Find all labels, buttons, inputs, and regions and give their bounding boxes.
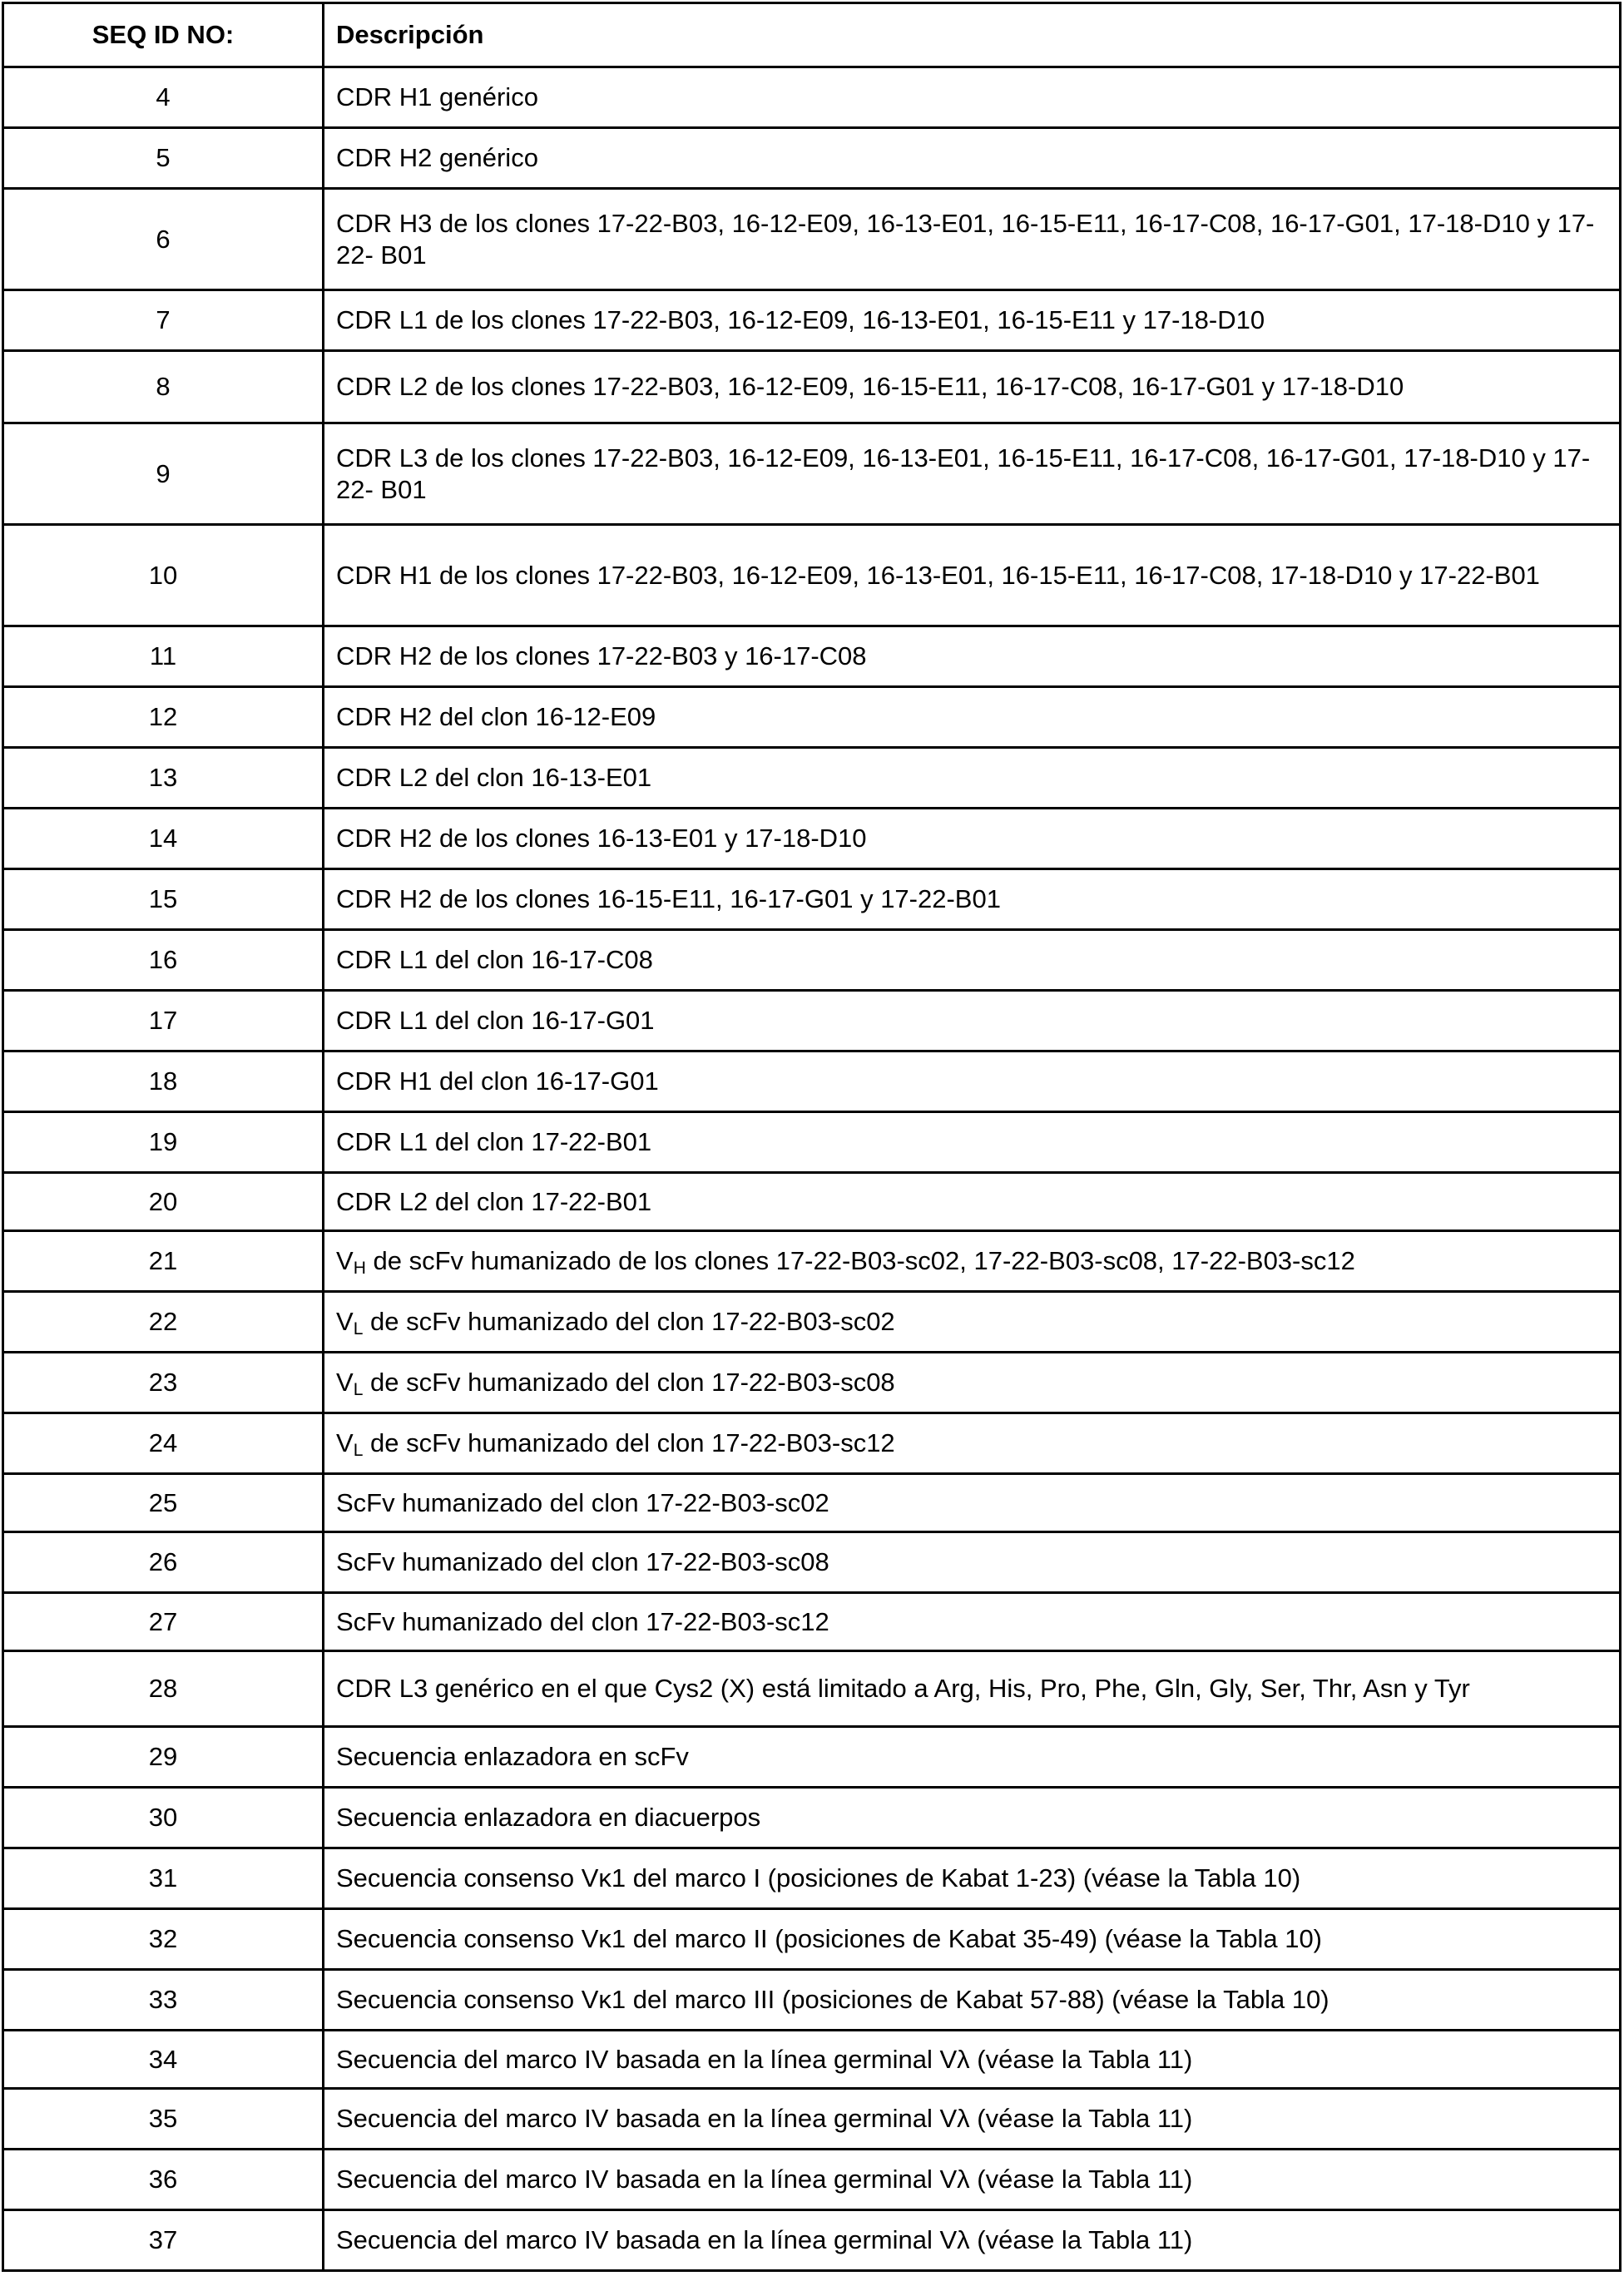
description-cell (324, 1532, 1621, 1593)
seq-id-cell: 28 (3, 1651, 324, 1727)
desc-text: CDR L3 genérico en el que Cys2 (X) está limitado a Arg, His, Pro, Phe, Gln, Gly, Ser, Thr, Asn y Tyr (336, 1674, 1470, 1703)
description-cell (324, 2031, 1621, 2089)
table-row (3, 128, 1621, 189)
seq-id-cell: 29 (3, 1727, 324, 1788)
table-row (3, 290, 1621, 351)
desc-text: Secuencia del marco IV basada en la línea germinal Vλ (véase la Tabla 11) (336, 2225, 1192, 2254)
table-row (3, 423, 1621, 525)
description-cell (324, 67, 1621, 128)
seq-id-cell: 26 (3, 1532, 324, 1593)
desc-text: CDR H2 de los clones 17-22-B03 y 16-17-C08 (336, 641, 867, 670)
desc-text: CDR L1 del clon 17-22-B01 (336, 1127, 651, 1156)
table-row (3, 351, 1621, 423)
table-row (3, 1353, 1621, 1413)
description-cell (324, 748, 1621, 809)
description-cell (324, 525, 1621, 626)
table-row (3, 1970, 1621, 2031)
seq-id-cell: 12 (3, 687, 324, 748)
seq-id-cell: 24 (3, 1413, 324, 1474)
description-cell (324, 1909, 1621, 1970)
desc-text: CDR L1 de los clones 17-22-B03, 16-12-E09, 16-13-E01, 16-15-E11 y 17-18-D10 (336, 305, 1265, 334)
description-cell (324, 869, 1621, 930)
seq-id-cell: 15 (3, 869, 324, 930)
description-cell (324, 809, 1621, 869)
description-cell (324, 1788, 1621, 1848)
seq-id-cell: 37 (3, 2210, 324, 2271)
desc-text: CDR H2 de los clones 16-15-E11, 16-17-G01 y 17-22-B01 (336, 884, 1001, 913)
description-cell (324, 1474, 1621, 1532)
table-row (3, 1413, 1621, 1474)
description-cell (324, 1051, 1621, 1112)
description-cell (324, 2089, 1621, 2150)
seq-id-cell: 16 (3, 930, 324, 991)
seq-id-cell: 10 (3, 525, 324, 626)
description-cell (324, 1173, 1621, 1231)
seq-id-cell: 5 (3, 128, 324, 189)
seq-id-cell: 7 (3, 290, 324, 351)
seq-id-cell: 27 (3, 1593, 324, 1651)
table-row (3, 991, 1621, 1051)
table-row (3, 2031, 1621, 2089)
desc-subscript: H (354, 1259, 366, 1278)
seq-id-cell: 17 (3, 991, 324, 1051)
desc-text: CDR L2 del clon 16-13-E01 (336, 763, 651, 792)
desc-subscript: L (354, 1380, 364, 1399)
description-cell (324, 290, 1621, 351)
desc-subscript: L (354, 1441, 364, 1460)
description-cell (324, 1231, 1621, 1292)
seq-id-cell: 6 (3, 189, 324, 290)
seq-id-cell: 18 (3, 1051, 324, 1112)
desc-text: Secuencia del marco IV basada en la línea germinal Vλ (véase la Tabla 11) (336, 2104, 1192, 2133)
desc-text: Secuencia enlazadora en diacuerpos (336, 1803, 760, 1832)
table-row (3, 869, 1621, 930)
desc-text: ScFv humanizado del clon 17-22-B03-sc08 (336, 1547, 829, 1576)
seq-id-cell: 23 (3, 1353, 324, 1413)
description-cell (324, 128, 1621, 189)
desc-text: CDR H2 genérico (336, 143, 538, 172)
table-row (3, 687, 1621, 748)
desc-text: CDR L2 de los clones 17-22-B03, 16-12-E09, 16-15-E11, 16-17-C08, 16-17-G01 y 17-18-D10 (336, 372, 1404, 401)
description-cell (324, 351, 1621, 423)
seq-id-cell: 22 (3, 1292, 324, 1353)
description-cell (324, 1112, 1621, 1173)
table-row (3, 1848, 1621, 1909)
description-cell (324, 1353, 1621, 1413)
header-description: Descripción (324, 3, 1621, 67)
table-header-row (3, 3, 1621, 67)
desc-text: Secuencia del marco IV basada en la línea germinal Vλ (véase la Tabla 11) (336, 2165, 1192, 2194)
table-row (3, 1788, 1621, 1848)
description-cell (324, 991, 1621, 1051)
description-cell (324, 1413, 1621, 1474)
description-cell (324, 687, 1621, 748)
desc-text: Secuencia del marco IV basada en la línea germinal Vλ (véase la Tabla 11) (336, 2045, 1192, 2074)
table-row (3, 1051, 1621, 1112)
table-row (3, 1532, 1621, 1593)
description-cell (324, 2150, 1621, 2210)
desc-prefix: V (336, 1428, 354, 1457)
desc-text: Secuencia enlazadora en scFv (336, 1742, 689, 1771)
seq-id-cell: 20 (3, 1173, 324, 1231)
table-row (3, 2210, 1621, 2271)
description-cell (324, 2210, 1621, 2271)
table-row (3, 809, 1621, 869)
table-row (3, 748, 1621, 809)
table-row (3, 525, 1621, 626)
description-cell (324, 1292, 1621, 1353)
desc-text: de scFv humanizado del clon 17-22-B03-sc12 (363, 1428, 894, 1457)
table-row (3, 189, 1621, 290)
seq-id-cell: 33 (3, 1970, 324, 2031)
table-row (3, 1112, 1621, 1173)
desc-prefix: V (336, 1246, 354, 1275)
table-row (3, 626, 1621, 687)
table-row (3, 1727, 1621, 1788)
desc-text: CDR H1 genérico (336, 82, 538, 111)
seq-id-cell: 31 (3, 1848, 324, 1909)
desc-text: de scFv humanizado de los clones 17-22-B03-sc02, 17-22-B03-sc08, 17-22-B03-sc12 (366, 1246, 1355, 1275)
desc-text: de scFv humanizado del clon 17-22-B03-sc08 (363, 1368, 894, 1397)
desc-text: CDR H2 de los clones 16-13-E01 y 17-18-D10 (336, 824, 867, 853)
desc-text: CDR L2 del clon 17-22-B01 (336, 1187, 651, 1216)
seq-id-cell: 34 (3, 2031, 324, 2089)
description-cell (324, 1848, 1621, 1909)
desc-text: ScFv humanizado del clon 17-22-B03-sc02 (336, 1488, 829, 1517)
table-row (3, 1231, 1621, 1292)
table-row (3, 1173, 1621, 1231)
description-cell (324, 189, 1621, 290)
table-row (3, 1593, 1621, 1651)
table-row (3, 1909, 1621, 1970)
description-cell (324, 930, 1621, 991)
seq-id-cell: 25 (3, 1474, 324, 1532)
seq-id-cell: 13 (3, 748, 324, 809)
desc-subscript: L (354, 1319, 364, 1338)
desc-text: ScFv humanizado del clon 17-22-B03-sc12 (336, 1607, 829, 1636)
table-row (3, 1292, 1621, 1353)
desc-text: Secuencia consenso Vκ1 del marco II (posiciones de Kabat 35-49) (véase la Tabla 10) (336, 1924, 1322, 1953)
seq-id-cell: 32 (3, 1909, 324, 1970)
seq-id-cell: 21 (3, 1231, 324, 1292)
description-cell (324, 1593, 1621, 1651)
table-row (3, 1474, 1621, 1532)
seq-id-cell: 4 (3, 67, 324, 128)
seq-id-cell: 8 (3, 351, 324, 423)
seq-id-cell: 36 (3, 2150, 324, 2210)
header-seq-id: SEQ ID NO: (3, 3, 324, 67)
desc-text: CDR L1 del clon 16-17-C08 (336, 945, 653, 974)
desc-text: CDR H1 del clon 16-17-G01 (336, 1066, 659, 1096)
description-cell (324, 626, 1621, 687)
seq-id-cell: 9 (3, 423, 324, 525)
seq-id-table (2, 2, 1622, 2272)
seq-id-cell: 30 (3, 1788, 324, 1848)
desc-text: CDR L1 del clon 16-17-G01 (336, 1006, 655, 1035)
desc-text: Secuencia consenso Vκ1 del marco III (posiciones de Kabat 57-88) (véase la Tabla 10) (336, 1985, 1329, 2014)
seq-id-cell: 14 (3, 809, 324, 869)
desc-text: Secuencia consenso Vκ1 del marco I (posiciones de Kabat 1-23) (véase la Tabla 10) (336, 1863, 1300, 1893)
description-cell (324, 1970, 1621, 2031)
desc-text: CDR H1 de los clones 17-22-B03, 16-12-E09, 16-13-E01, 16-15-E11, 16-17-C08, 17-18-D10 y 17-22-B01 (336, 561, 1540, 590)
table-row (3, 1651, 1621, 1727)
desc-prefix: V (336, 1307, 354, 1336)
seq-id-cell: 11 (3, 626, 324, 687)
description-cell (324, 1651, 1621, 1727)
table-row (3, 2150, 1621, 2210)
table-row (3, 67, 1621, 128)
desc-text: de scFv humanizado del clon 17-22-B03-sc02 (363, 1307, 894, 1336)
seq-id-cell: 19 (3, 1112, 324, 1173)
table-row (3, 2089, 1621, 2150)
table-row (3, 930, 1621, 991)
description-cell (324, 423, 1621, 525)
desc-text: CDR H2 del clon 16-12-E09 (336, 702, 656, 731)
seq-id-cell: 35 (3, 2089, 324, 2150)
description-cell (324, 1727, 1621, 1788)
desc-text: CDR H3 de los clones 17-22-B03, 16-12-E09, 16-13-E01, 16-15-E11, 16-17-C08, 16-17-G01, 17-18-D10 y 17-22- B01 (336, 209, 1594, 270)
desc-text: CDR L3 de los clones 17-22-B03, 16-12-E09, 16-13-E01, 16-15-E11, 16-17-C08, 16-17-G01, 17-18-D10 y 17-22- B01 (336, 443, 1590, 504)
desc-prefix: V (336, 1368, 354, 1397)
